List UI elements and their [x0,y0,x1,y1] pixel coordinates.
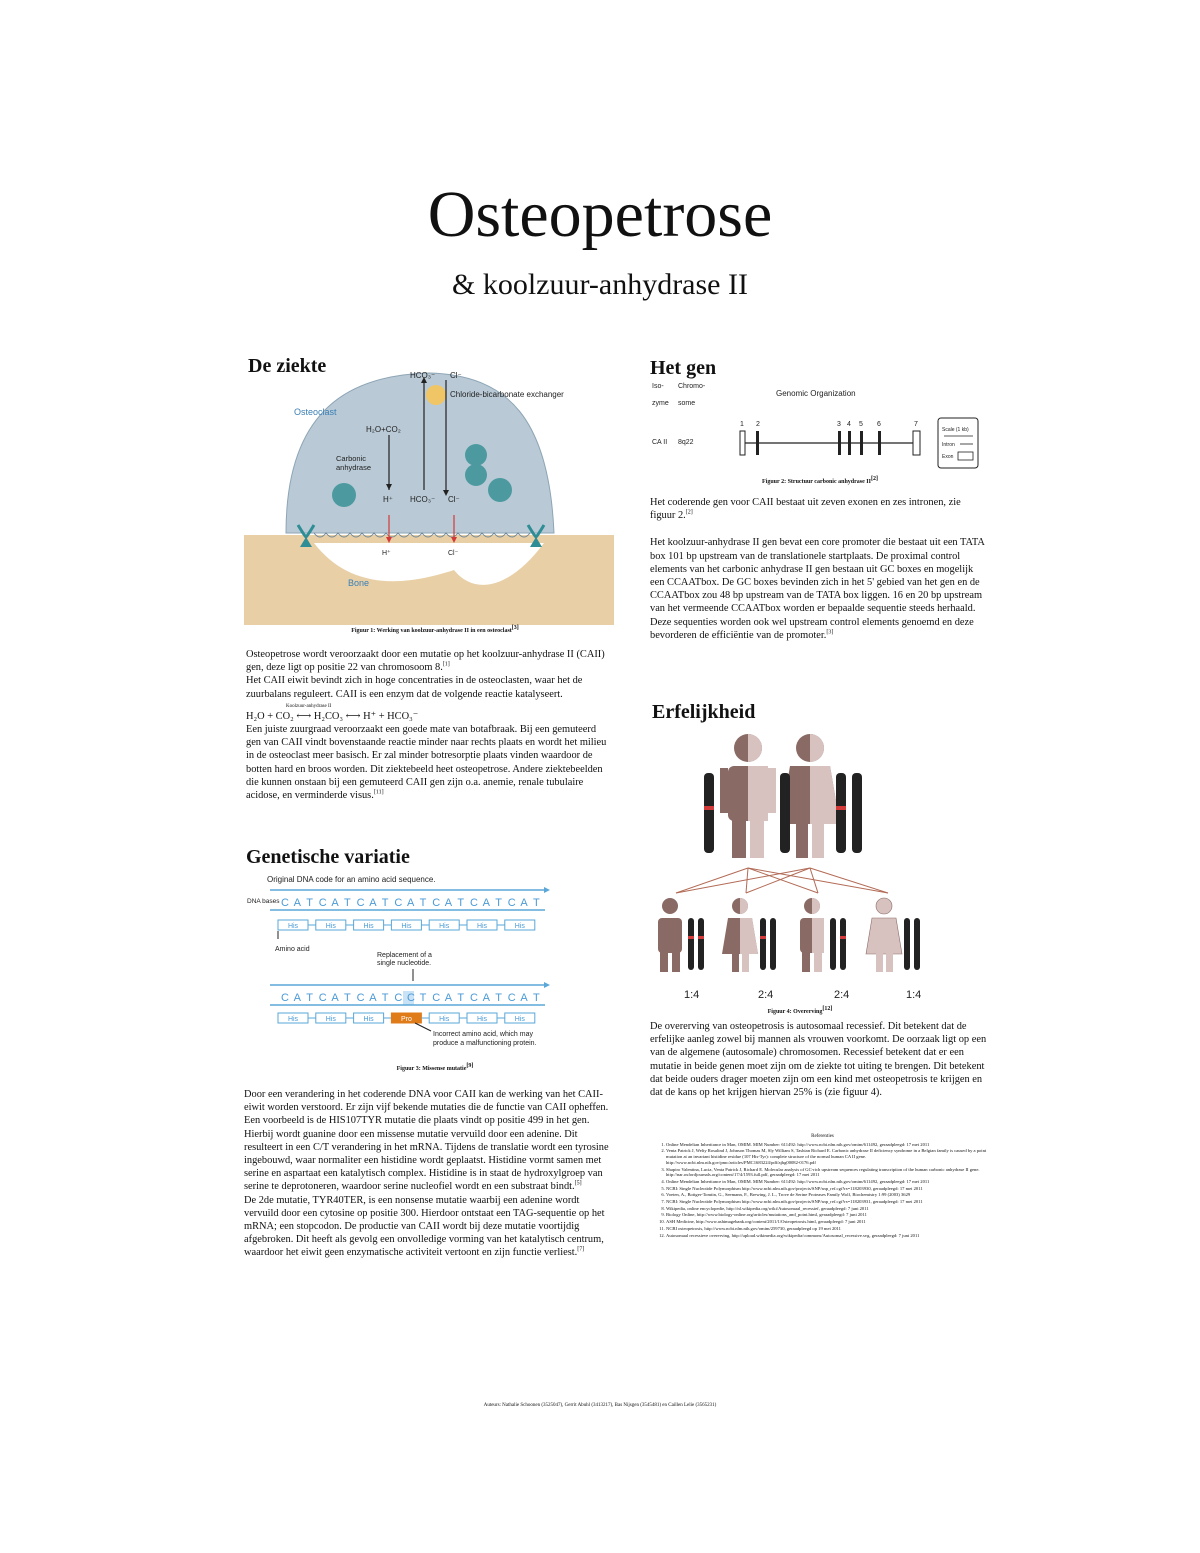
authors-footer: Auteurs: Nathalie Schoonen (3525047), Gerrit Abuhl (3413217), Bas Nijsgen (3545481) en Caillen Lelie (3565231) [483,1403,717,1408]
dna-base: A [331,992,339,1004]
label-anhydrase: anhydrase [336,463,372,472]
father-figure [720,734,776,858]
dna-base: T [344,992,351,1004]
dna-base: A [293,897,301,909]
missense-figure [245,873,615,1053]
dna-base: A [407,897,415,909]
exon-6 [878,431,881,455]
label-cl-bottom: Cl⁻ [448,550,459,557]
reference-item: 3. Shapiro Valentina, Lucia, Venta Patrick J, Richard E. Molecular analysis of GC-rich upstream sequences regulating transcription of the human carbonic anhydrase II gene. http://nar.oxfordjournals.org/content/17/4/1593.full.pdf, geraadpleegd: 17 mei 2011 [666,1167,995,1178]
exon-number: 1 [740,421,744,428]
amino-acid-label: His [401,923,412,930]
vesicle [465,464,487,486]
dna-base: A [369,992,377,1004]
dna-base: C [507,897,516,909]
amino-acid-label: Pro [400,1016,412,1023]
page-title: Osteopetrose [427,178,773,251]
dna-base: C [394,992,403,1004]
dna-base: C [281,992,289,1004]
dna-base: T [306,897,313,909]
amino-acid-label: His [514,1016,525,1023]
dna-base: C [407,992,415,1004]
dna-base: C [356,992,365,1004]
exchanger-protein [426,385,446,405]
ratio-1: 1:4 [684,989,700,1001]
reference-item: 5. NCBI: Single Nucleotide Polymorphism http://www.ncbi.nlm.nih.gov/projects/SNP/snp_ref.cgi?rs=118203930, geraadpleegd: 17 mei 2011 [666,1186,995,1192]
dna-base: C [470,992,478,1004]
reference-item: 4. Online Mendelian Inheritance in Man, OMIM. MIM Number: 611492: http://www.ncbi.nlm.nih.gov/omim/611492, geraadpleegd: 17 mei 2011 [666,1179,995,1185]
erfelijk-text: De overerving van osteopetrosis is autosomaal recessief. Dit betekent dat de erfelijke aanleg zowel bij mannen als vrouwen voorkomt. De oorzaak ligt op een van de algemene (autosomale) chromosomen. Recessief betekent dat er een mutatie in beide genen moet zijn om de ziekte tot uiting te brengen. Dit betekent dat beide ouders drager moeten zijn om een kind met osteopetrosis te krijgen en dat de kans op het krijgen hiervan 25% is (zie figuur 4). [650,1021,987,1099]
child-4-unaffected [866,898,920,972]
exon-5 [860,431,863,455]
child-3-carrier [800,898,846,972]
inheritance-lines [676,868,888,893]
reference-item: 2. Venta Patrick J, Welty Rosalind J, Johnson Thomas M, Sly William S, Tashian Richard E. Carbonic anhydrase II deficiency syndrome in a Belgian family is caused by a point mutation at an invariant histidine residue (107 His-Tyr): complete structure of the normal human CA II gene. http://www.ncbi.nlm.nih.gov/pmc/articles/PMC1683224/pdf/ajhg00082-0176.pdf [666,1148,995,1165]
dna-base: T [419,897,427,909]
reference-item: 10. ASH Medicine, http://www.ashimagebank.org/content/2011/1/Osteopetrosis.html, geraadpleegd: 7 juni 2011 [666,1219,995,1225]
figure-4-caption: Figuur 4: Overerving[12] [767,1006,833,1015]
figure-3-caption: Figuur 3: Missense mutatie[9] [396,1063,474,1072]
amino-acid-row-original [278,920,535,930]
variatie-text: Door een verandering in het coderende DNA voor CAII kan de werking van het CAII-eiwit worden verstoord. Er zijn vijf bekende mutaties die de functie van CAII opheffen. Een voorbeeld is de HIS107TYR mutatie die plaats vindt op positie 499 in het gen. Hierbij wordt guanine door een missense mutatie vervuild door een adenine. Dit resulteert in een C/T verandering in het mRNA. Tijdens de translatie wordt een tyrosine ingebouwd, waar normaliter een histidine wordt geplaatst. Histidine vormt samen met serine en aspartaat een katalytisch complex. Histidine is in staat de hydroxylgroep van serine te deprotoneren, waardoor serine nucleofiel wordt en een substraat bindt.[5] De 2de mutatie, TYR40TER, is een nonsense mutatie waarbij een adenine wordt vervuild door een cytosine op positie 300. Hierdoor ontstaat een TAG-sequentie op het mRNA; een stopcodon. De productie van CAII wordt bij deze mutatie voortijdig afgebroken. Dit heeft als gevolg een onvolledige vorming van het katalytisch centrum, waardoor het eiwit geen enzymatische activiteit vertoont en zijn functie verliest.[7] [244,1089,609,1259]
reference-item: 12. Autosomaal recessieve overerving, http://upload.wikimedia.org/wikipedia/commons/Autosomal_recessive.svg, geraadpleegd: 7 juni 2011 [666,1233,995,1239]
ratio-2: 2:4 [758,989,774,1001]
inheritance-figure [648,728,948,1013]
amino-acid-row-mutated [278,1013,535,1023]
amino-acid-label: His [287,923,299,930]
label-bone: Bone [348,578,370,588]
label-osteoclast: Osteoclast [294,407,337,417]
dna-base: C [432,992,441,1004]
dna-base: T [533,992,540,1004]
dna-sequence-original [281,897,540,909]
amino-acid-label: His [476,923,488,930]
dna-base: A [482,897,490,909]
gen-text: Het coderende gen voor CAII bestaat uit zeven exonen en zes intronen, zie figuur 2.[2] Het koolzuur-anhydrase II gen bevat een core promoter die bestaat uit een TATA box 101 bp upstream van de translationele startplaats. De proximal control elements van het carbonic anhydrase II gen bestaan uit GC boxes en mogelijk een CCAATbox. De GC boxes bevinden zich in het 5' gebied van het gen en de CCAATbox zou 48 bp upstream van de TATA box liggen. 16 en 20 bp upstream van het vermeende CCAATbox worden er bepaalde sequentie steeds herhaald. Deze sequenties worden ook wel upstream control elements genoemd en deze bevorderen de efficiëntie van de promoter.[3] [650,497,985,641]
dna-top-label: Original DNA code for an amino acid sequence. [267,875,436,884]
heading-de-ziekte: De ziekte [248,355,327,377]
exon-2 [756,431,759,455]
dna-base: T [419,992,427,1004]
amino-acid-label: His [363,923,374,930]
incorrect-label-2: produce a malfunctioning protein. [433,1040,537,1047]
amino-acid-label: His [325,923,336,930]
label-cl-top: Cl⁻ [450,371,462,380]
amino-acid-label: His [363,1016,374,1023]
amino-acid-label: His [439,1016,450,1023]
amino-acid-label: Amino acid [275,946,310,953]
reference-item: 1. Online Mendelian Inheritance in Man, OMIM. MIM Number: 611492: http://www.ncbi.nlm.nih.gov/omim/611492, geraadpleegd: 17 mei 2011 [666,1142,995,1148]
vesicle [332,483,356,507]
svg-text:Intron: Intron [942,442,955,448]
dna-base: T [495,992,502,1004]
child-2-carrier [722,898,776,972]
reference-item: 6. Voeten, A., Bottger-Tomtin, G., Seemann, F., Brewing, J. L., Trove de Serine Proteases Family Wolf, Biochemistry 1:99 (2003) 3629 [666,1192,995,1198]
genomic-organization-label: Genomic Organization [776,389,856,398]
dna-base: C [318,897,327,909]
dna-base: C [432,897,441,909]
vesicle [488,478,512,502]
dna-base: C [281,897,289,909]
dna-base: T [457,992,465,1004]
references-heading: Referenties [811,1134,834,1139]
exon-number: 5 [859,421,863,428]
svg-text:zyme: zyme [652,400,669,407]
dna-base: A [444,992,453,1004]
dna-base: A [520,992,528,1004]
svg-text:Iso-: Iso- [652,383,664,390]
incorrect-label-1: Incorrect amino acid, which may [433,1031,533,1038]
figure-1-caption: Figuur 1: Werking van koolzuur-anhydrase II in een osteoclast[3] [351,625,519,634]
svg-text:Chromo-: Chromo- [678,383,706,390]
dna-base: T [306,992,313,1004]
label-h-bottom: H⁺ [382,550,391,557]
dna-base: C [470,897,478,909]
dna-base: C [318,992,327,1004]
dna-base: T [381,992,389,1004]
exon-number: 3 [837,421,841,428]
amino-acid-label: His [514,923,525,930]
dna-base: A [331,897,339,909]
figure-2-caption: Figuur 2: Structuur carbonic anhydrase II[2] [762,476,878,485]
exon-number: 7 [914,421,918,428]
amino-acid-label: His [287,1016,299,1023]
ziekte-text: Osteopetrose wordt veroorzaakt door een mutatie op het koolzuur-anhydrase II (CAII) gen, deze ligt op positie 22 van chromosoom 8.[1] Het CAII eiwit bevindt zich in hoge concentraties in de osteoclasten, waar het de zuurbalans reguleert. CAII is een enzym dat de volgende reactie katalyseert. Koolzuur-anhydrase II H₂O + CO₂ ⟷ H₂CO₃ ⟷ H⁺ + HCO₃⁻ Een juiste zuurgraad veroorzaakt een goede mate van botafbraak. Bij een gemuteerd gen van CAII vindt bovenstaande reactie minder naar rechts plaats en wordt het milieu in de osteoclast meer basisch. Er zal minder botresorptie plaats vinden waardoor de botten hard en broos worden. Dit ziektebeeld heet osteopetrose. Andere ziektebeelden die kunnen onstaan bij een gemuteerd CAII gen zijn o.a. anemie, renale tubulaire acidose, en verminderde visus.[11] [246,649,607,802]
label-cl-mid: Cl⁻ [448,495,460,504]
exon-4 [848,431,851,455]
vesicle [465,444,487,466]
exon-7 [913,431,920,455]
label-carbonic: Carbonic [336,454,367,463]
gene-structure-figure [648,378,988,478]
label-hco3-top: HCO₃⁻ [410,371,436,380]
replacement-label-1: Replacement of a [377,952,432,959]
replacement-label-2: single nucleotide. [377,960,432,967]
dna-base: A [482,992,490,1004]
exon-number: 2 [756,421,760,428]
dna-bases-label: DNA bases [247,898,280,905]
dna-sequence-mutated [281,991,540,1005]
heading-het-gen: Het gen [650,357,717,379]
dna-base: T [533,897,540,909]
dna-base: A [444,897,453,909]
references [650,1134,995,1239]
reference-item: 9. Biology Online, http://www.biology-online.org/articles/mutations_and_point.html, geraadpleegd: 7 juni 2011 [666,1212,995,1218]
page-subtitle: & koolzuur-anhydrase II [452,268,748,301]
exon-3 [838,431,841,455]
ratio-4: 1:4 [906,989,922,1001]
heading-genetische-variatie: Genetische variatie [246,846,410,868]
exon-1 [740,431,745,455]
isozyme-value: CA II [652,439,668,446]
dna-base: A [293,992,301,1004]
label-h: H⁺ [383,495,393,504]
reference-item: 7. NCBI: Single Nucleotide Polymorphism http://www.ncbi.nlm.nih.gov/projects/SNP/snp_ref.cgi?rs=118203931, geraadpleegd: 17 mei 2011 [666,1199,995,1205]
dna-base: C [356,897,365,909]
exon-number: 4 [847,421,851,428]
dna-base: T [344,897,351,909]
dna-base: A [520,897,528,909]
label-exchanger: Chloride-bicarbonate exchanger [450,390,564,399]
child-1-affected [658,898,704,972]
amino-acid-label: His [476,1016,488,1023]
dna-base: A [369,897,377,909]
dna-base: T [495,897,502,909]
amino-acid-label: His [325,1016,336,1023]
chromosome-value: 8q22 [678,439,694,446]
reference-item: 11. NCBI osteopetrosis, http://www.ncbi.nlm.nih.gov/omim/259730, geraadpleegd op 19 mei 2011 [666,1226,995,1232]
label-h2o-co2: H₂O+CO₂ [366,425,401,434]
svg-text:some: some [678,400,696,407]
reference-item: 8. Wikipedia, online encyclopedie, http://nl.wikipedia.org/wiki/Autosomaal_recessief, geraadpleegd: 7 juni 2011 [666,1206,995,1212]
dna-base: T [381,897,389,909]
heading-erfelijkheid: Erfelijkheid [652,701,756,723]
osteoclast-figure [244,365,614,627]
dna-base: C [394,897,403,909]
svg-text:Exon: Exon [942,454,954,460]
label-hco3-mid: HCO₃⁻ [410,495,436,504]
amino-acid-label: His [439,923,450,930]
svg-text:Scale (1 kb): Scale (1 kb) [942,427,969,433]
exon-number: 6 [877,421,881,428]
dna-base: C [507,992,516,1004]
ratio-3: 2:4 [834,989,850,1001]
dna-base: T [457,897,465,909]
